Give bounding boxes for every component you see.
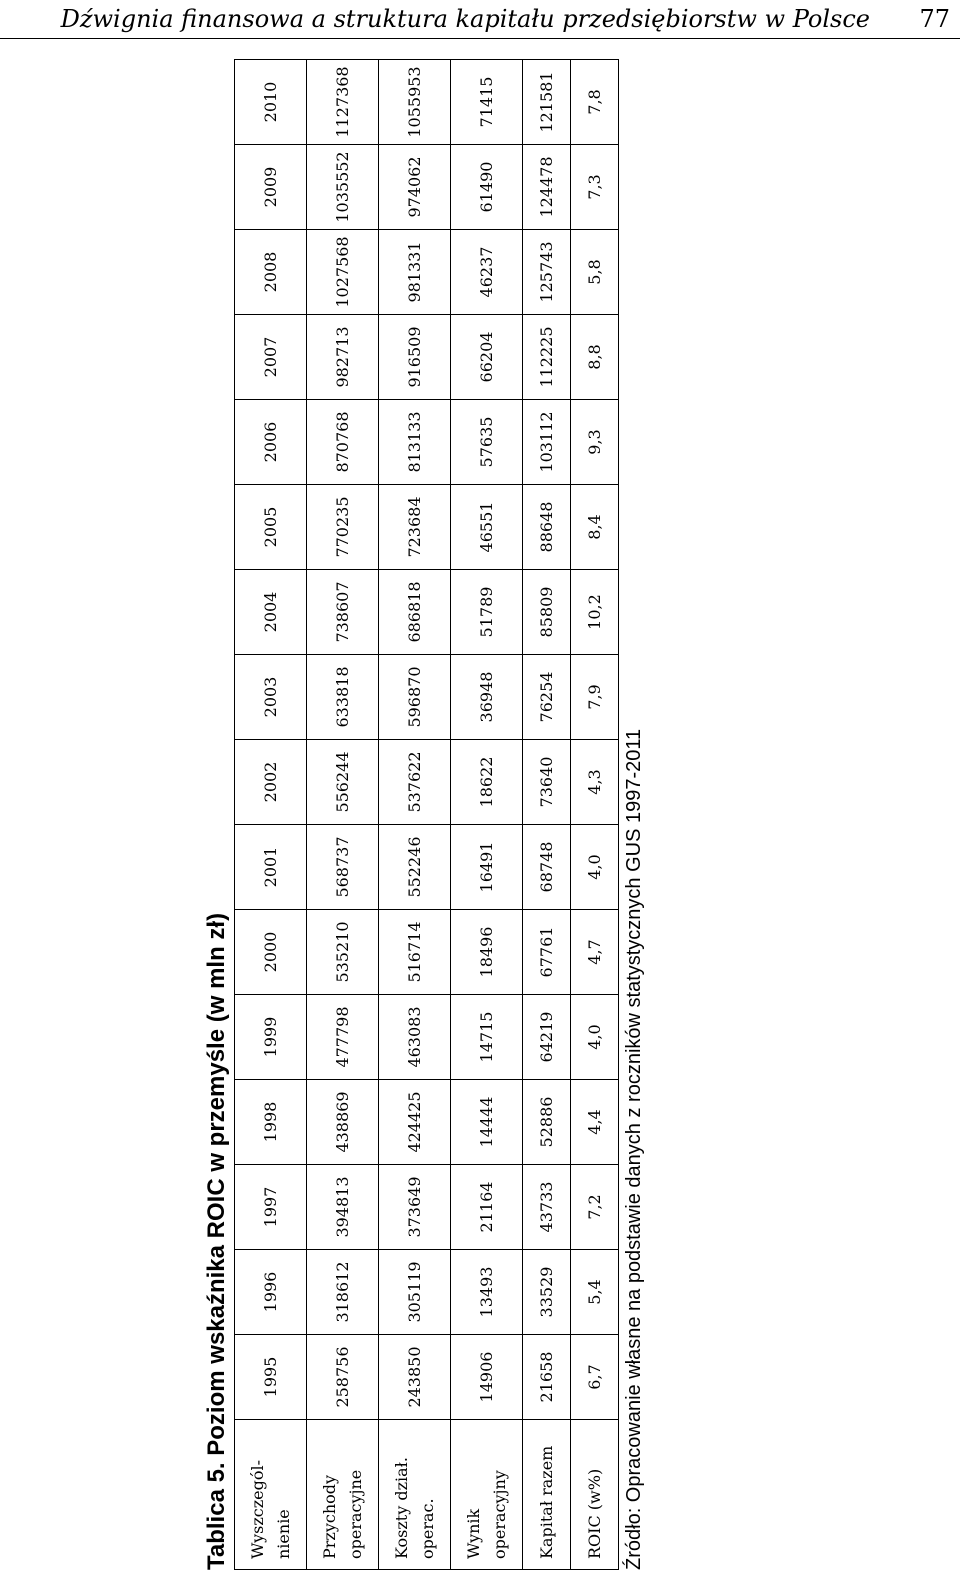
table-cell: 21164 xyxy=(451,1165,523,1250)
table-cell: 916509 xyxy=(379,315,451,400)
table-cell: 18622 xyxy=(451,740,523,825)
header-label: Wyszczegól-nienie xyxy=(235,1420,307,1570)
table-cell: 243850 xyxy=(379,1335,451,1420)
year-header: 2009 xyxy=(235,145,307,230)
table-cell: 14715 xyxy=(451,995,523,1080)
table-cell: 5,8 xyxy=(571,230,619,315)
table-cell: 14906 xyxy=(451,1335,523,1420)
table-cell: 596870 xyxy=(379,655,451,740)
table-cell: 7,9 xyxy=(571,655,619,740)
table-row xyxy=(307,60,379,1570)
table-cell: 535210 xyxy=(307,910,379,995)
table-cell: 1127368 xyxy=(307,60,379,145)
table-cell: 516714 xyxy=(379,910,451,995)
year-header: 1996 xyxy=(235,1250,307,1335)
table-cell: 813133 xyxy=(379,400,451,485)
table-cell: 394813 xyxy=(307,1165,379,1250)
table-cell: 124478 xyxy=(523,145,571,230)
table-cell: 76254 xyxy=(523,655,571,740)
table-cell: 18496 xyxy=(451,910,523,995)
table-cell: 870768 xyxy=(307,400,379,485)
table-cell: 633818 xyxy=(307,655,379,740)
year-header: 2005 xyxy=(235,485,307,570)
table-cell: 770235 xyxy=(307,485,379,570)
table-cell: 4,0 xyxy=(571,825,619,910)
table-header-row xyxy=(235,60,307,1570)
table-cell: 7,3 xyxy=(571,145,619,230)
table-cell: 6,7 xyxy=(571,1335,619,1420)
table-cell: 125743 xyxy=(523,230,571,315)
table-cell: 974062 xyxy=(379,145,451,230)
table-cell: 4,7 xyxy=(571,910,619,995)
page-number: 77 xyxy=(919,5,950,33)
table-cell: 738607 xyxy=(307,570,379,655)
year-header: 2004 xyxy=(235,570,307,655)
table-cell: 318612 xyxy=(307,1250,379,1335)
table-row xyxy=(571,60,619,1570)
year-header: 1999 xyxy=(235,995,307,1080)
table-cell: 373649 xyxy=(379,1165,451,1250)
table-cell: 477798 xyxy=(307,995,379,1080)
year-header: 2002 xyxy=(235,740,307,825)
roic-table xyxy=(234,59,619,1570)
table-cell: 103112 xyxy=(523,400,571,485)
table-cell: 686818 xyxy=(379,570,451,655)
table-cell: 4,0 xyxy=(571,995,619,1080)
table-cell: 71415 xyxy=(451,60,523,145)
table-cell: 121581 xyxy=(523,60,571,145)
year-header: 2006 xyxy=(235,400,307,485)
table-cell: 66204 xyxy=(451,315,523,400)
table-cell: 51789 xyxy=(451,570,523,655)
table-cell: 14444 xyxy=(451,1080,523,1165)
table-cell: 568737 xyxy=(307,825,379,910)
running-head xyxy=(0,0,960,39)
year-header: 2003 xyxy=(235,655,307,740)
table-cell: 8,4 xyxy=(571,485,619,570)
table-cell: 85809 xyxy=(523,570,571,655)
year-header: 1997 xyxy=(235,1165,307,1250)
table-cell: 46237 xyxy=(451,230,523,315)
table-cell: 723684 xyxy=(379,485,451,570)
year-header: 2008 xyxy=(235,230,307,315)
table-cell: 33529 xyxy=(523,1250,571,1335)
table-cell: 463083 xyxy=(379,995,451,1080)
table-cell: 556244 xyxy=(307,740,379,825)
table-cell: 21658 xyxy=(523,1335,571,1420)
table-cell: 1055953 xyxy=(379,60,451,145)
table-cell: 537622 xyxy=(379,740,451,825)
table-cell: 73640 xyxy=(523,740,571,825)
table-cell: 16491 xyxy=(451,825,523,910)
running-head-title: Dźwignia finansowa a struktura kapitału przedsiębiorstw w Polsce xyxy=(60,5,870,33)
table-cell: 9,3 xyxy=(571,400,619,485)
year-header: 2001 xyxy=(235,825,307,910)
table-cell: 981331 xyxy=(379,230,451,315)
table-cell: 112225 xyxy=(523,315,571,400)
table-cell: 4,3 xyxy=(571,740,619,825)
row-label: Koszty dział. operac. xyxy=(379,1420,451,1570)
table-cell: 57635 xyxy=(451,400,523,485)
rotated-table-block xyxy=(200,60,655,1570)
table-cell: 982713 xyxy=(307,315,379,400)
table-cell: 1027568 xyxy=(307,230,379,315)
table-cell: 43733 xyxy=(523,1165,571,1250)
table-cell: 4,4 xyxy=(571,1080,619,1165)
table-cell: 8,8 xyxy=(571,315,619,400)
row-label: Wynik operacyjny xyxy=(451,1420,523,1570)
table-cell: 67761 xyxy=(523,910,571,995)
row-label: Kapitał razem xyxy=(523,1420,571,1570)
table-cell: 7,8 xyxy=(571,60,619,145)
table-cell: 1035552 xyxy=(307,145,379,230)
table-cell: 424425 xyxy=(379,1080,451,1165)
year-header: 2010 xyxy=(235,60,307,145)
table-row xyxy=(379,60,451,1570)
table-cell: 13493 xyxy=(451,1250,523,1335)
table-cell: 438869 xyxy=(307,1080,379,1165)
source-note: Źródło: Opracowanie własne na podstawie danych z roczników statystycznych GUS 1997-2011 xyxy=(623,728,645,1570)
table-row xyxy=(451,60,523,1570)
table-cell: 68748 xyxy=(523,825,571,910)
table-cell: 88648 xyxy=(523,485,571,570)
year-header: 1995 xyxy=(235,1335,307,1420)
year-header: 2007 xyxy=(235,315,307,400)
table-cell: 61490 xyxy=(451,145,523,230)
table-cell: 305119 xyxy=(379,1250,451,1335)
table-cell: 10,2 xyxy=(571,570,619,655)
table-cell: 258756 xyxy=(307,1335,379,1420)
table-cell: 64219 xyxy=(523,995,571,1080)
table-cell: 5,4 xyxy=(571,1250,619,1335)
table-caption: Tablica 5. Poziom wskaźnika ROIC w przemyśle (w mln zł) xyxy=(203,912,230,1570)
table-cell: 46551 xyxy=(451,485,523,570)
row-label: ROIC (w%) xyxy=(571,1420,619,1570)
row-label: Przychody operacyjne xyxy=(307,1420,379,1570)
table-cell: 7,2 xyxy=(571,1165,619,1250)
table-cell: 52886 xyxy=(523,1080,571,1165)
year-header: 2000 xyxy=(235,910,307,995)
table-cell: 552246 xyxy=(379,825,451,910)
table-cell: 36948 xyxy=(451,655,523,740)
table-row xyxy=(523,60,571,1570)
year-header: 1998 xyxy=(235,1080,307,1165)
